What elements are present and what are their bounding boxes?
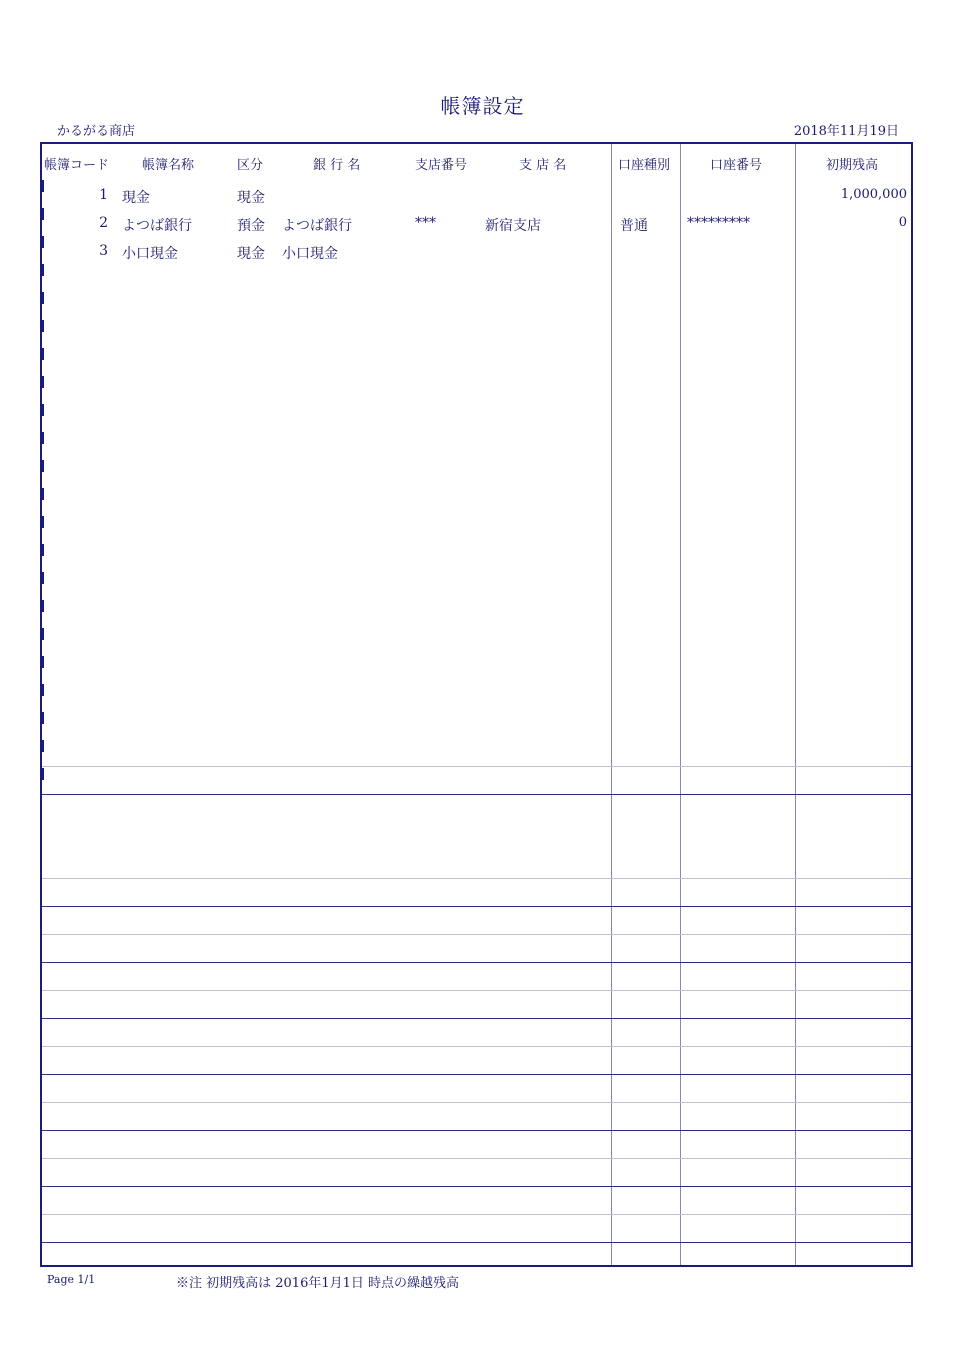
row-tick (911, 600, 913, 612)
header-code: 帳簿コード (44, 158, 110, 173)
row-divider (42, 962, 911, 963)
row-tick (42, 348, 44, 360)
row-tick (911, 544, 913, 556)
cell-balance: 1,000,000 (840, 187, 907, 202)
cell-code: 2 (99, 215, 108, 231)
row-tick (42, 544, 44, 556)
row-tick (42, 572, 44, 584)
row-tick (911, 740, 913, 752)
column-divider (680, 144, 681, 1265)
cell-name: よつば銀行 (122, 218, 192, 234)
row-tick (42, 460, 44, 472)
cell-account-no: ********* (687, 215, 750, 231)
cell-branch: 新宿支店 (485, 218, 541, 234)
row-tick (42, 432, 44, 444)
row-tick (911, 460, 913, 472)
row-tick (42, 684, 44, 696)
cell-kubun: 現金 (237, 190, 265, 206)
cell-kubun: 現金 (237, 246, 265, 262)
row-divider (42, 1102, 911, 1103)
header-account-type: 口座種別 (618, 158, 671, 173)
row-tick (42, 264, 44, 276)
row-tick (911, 768, 913, 780)
row-tick (911, 656, 913, 668)
row-divider (42, 906, 911, 907)
ledger-table (40, 142, 913, 1267)
row-divider (42, 1242, 911, 1243)
row-tick (911, 376, 913, 388)
cell-bank: よつば銀行 (282, 218, 352, 234)
cell-branch-no: *** (415, 215, 436, 231)
cell-code: 1 (99, 187, 108, 203)
row-tick (42, 656, 44, 668)
row-tick (42, 628, 44, 640)
column-divider (611, 144, 612, 1265)
header-account-no: 口座番号 (710, 158, 763, 173)
row-tick (911, 348, 913, 360)
cell-name: 小口現金 (122, 246, 178, 262)
row-divider (42, 990, 911, 991)
page-number: Page 1/1 (47, 1273, 96, 1286)
row-tick (911, 572, 913, 584)
row-tick (911, 180, 913, 192)
row-tick (42, 712, 44, 724)
row-tick (911, 292, 913, 304)
report-title: 帳簿設定 (440, 94, 525, 118)
report-date: 2018年11月19日 (793, 124, 899, 139)
row-tick (42, 404, 44, 416)
row-tick (911, 320, 913, 332)
header-name: 帳簿名称 (142, 158, 195, 173)
row-tick (911, 264, 913, 276)
row-divider (42, 1074, 911, 1075)
row-divider (42, 1186, 911, 1187)
row-divider (42, 934, 911, 935)
row-tick (911, 404, 913, 416)
header-balance: 初期残高 (826, 158, 879, 173)
row-divider (42, 1158, 911, 1159)
row-divider (42, 1046, 911, 1047)
row-tick (911, 236, 913, 248)
header-branch-no: 支店番号 (415, 158, 468, 173)
row-divider (42, 794, 911, 795)
cell-account-type: 普通 (620, 218, 648, 234)
row-divider (42, 1018, 911, 1019)
cell-code: 3 (99, 243, 108, 259)
row-tick (911, 516, 913, 528)
row-tick (911, 208, 913, 220)
row-tick (911, 432, 913, 444)
header-branch: 支 店 名 (519, 158, 567, 173)
row-tick (42, 516, 44, 528)
column-divider (795, 144, 796, 1265)
footer-note: ※注 初期残高は 2016年1月1日 時点の繰越残高 (176, 1276, 460, 1291)
row-divider (42, 766, 911, 767)
header-kubun: 区分 (237, 158, 264, 173)
row-divider (42, 878, 911, 879)
cell-balance: 0 (898, 215, 907, 230)
row-tick (42, 376, 44, 388)
row-tick (911, 628, 913, 640)
row-divider (42, 1130, 911, 1131)
cell-bank: 小口現金 (282, 246, 338, 262)
company-name: かるがる商店 (57, 124, 136, 139)
row-tick (42, 768, 44, 780)
header-bank: 銀 行 名 (313, 158, 361, 173)
row-tick (42, 292, 44, 304)
row-tick (911, 684, 913, 696)
row-tick (42, 180, 44, 192)
row-tick (42, 488, 44, 500)
row-divider (42, 1214, 911, 1215)
row-tick (42, 236, 44, 248)
cell-name: 現金 (122, 190, 150, 206)
row-tick (911, 488, 913, 500)
row-tick (42, 740, 44, 752)
row-tick (42, 208, 44, 220)
row-tick (42, 320, 44, 332)
row-tick (42, 600, 44, 612)
row-tick (911, 712, 913, 724)
cell-kubun: 預金 (237, 218, 265, 234)
